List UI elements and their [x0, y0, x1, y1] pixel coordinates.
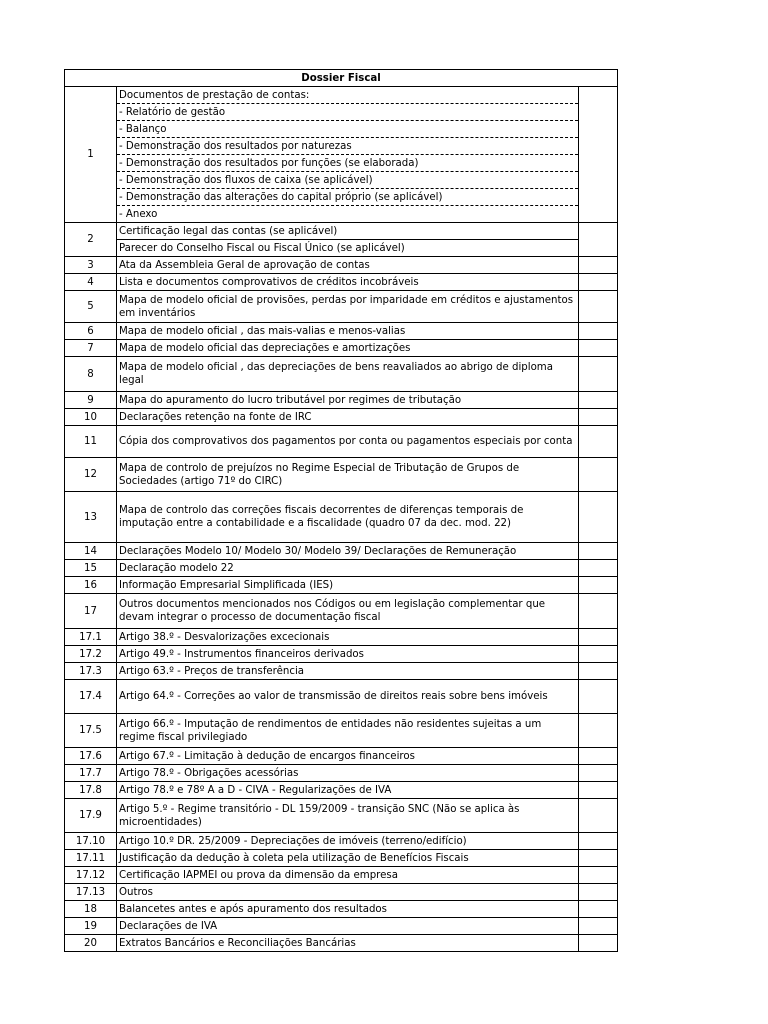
item-number: 17.6 [65, 748, 117, 765]
item-number: 3 [65, 257, 117, 274]
check-cell[interactable] [579, 748, 618, 765]
table-row [65, 918, 618, 935]
item-description: - Relatório de gestão [117, 104, 579, 121]
item-number: 8 [65, 357, 117, 392]
check-cell[interactable] [579, 409, 618, 426]
table-row [65, 458, 618, 492]
check-cell[interactable] [579, 850, 618, 867]
item-description: Artigo 67.º - Limitação à dedução de encargos financeiros [117, 748, 579, 765]
table-row [65, 240, 618, 257]
item-description: Artigo 10.º DR. 25/2009 - Depreciações de imóveis (terreno/edifício) [117, 833, 579, 850]
item-description: Artigo 38.º - Desvalorizações excecionais [117, 629, 579, 646]
item-description: Certificação IAPMEI ou prova da dimensão da empresa [117, 867, 579, 884]
item-number: 5 [65, 291, 117, 323]
item-number: 13 [65, 492, 117, 543]
item-number: 18 [65, 901, 117, 918]
item-description: Documentos de prestação de contas: [117, 87, 579, 104]
table-row [65, 155, 618, 172]
item-description: Ata da Assembleia Geral de aprovação de contas [117, 257, 579, 274]
table-row [65, 714, 618, 748]
item-number: 17.8 [65, 782, 117, 799]
item-number: 17.7 [65, 765, 117, 782]
item-description: Artigo 66.º - Imputação de rendimentos de entidades não residentes sujeitas a um regime fiscal privilegiado [117, 714, 579, 748]
table-row [65, 104, 618, 121]
item-number: 17.11 [65, 850, 117, 867]
check-cell[interactable] [579, 357, 618, 392]
table-row [65, 340, 618, 357]
table-row [65, 765, 618, 782]
table-row [65, 884, 618, 901]
check-cell[interactable] [579, 323, 618, 340]
table-row [65, 206, 618, 223]
table-row [65, 850, 618, 867]
table-body [65, 87, 618, 952]
item-description: Informação Empresarial Simplificada (IES) [117, 577, 579, 594]
item-number: 11 [65, 426, 117, 458]
table-row [65, 663, 618, 680]
item-description: Artigo 78.º - Obrigações acessórias [117, 765, 579, 782]
item-number: 4 [65, 274, 117, 291]
item-number: 7 [65, 340, 117, 357]
item-description: Mapa de modelo oficial das depreciações e amortizações [117, 340, 579, 357]
item-description: Cópia dos comprovativos dos pagamentos por conta ou pagamentos especiais por conta [117, 426, 579, 458]
check-cell[interactable] [579, 492, 618, 543]
table-row [65, 782, 618, 799]
item-number: 17.3 [65, 663, 117, 680]
item-description: Balancetes antes e após apuramento dos resultados [117, 901, 579, 918]
check-cell[interactable] [579, 458, 618, 492]
table-row [65, 121, 618, 138]
item-description: Outros [117, 884, 579, 901]
item-number: 16 [65, 577, 117, 594]
table-row [65, 392, 618, 409]
check-cell[interactable] [579, 765, 618, 782]
check-cell[interactable] [579, 560, 618, 577]
item-number: 17 [65, 594, 117, 629]
item-description: Parecer do Conselho Fiscal ou Fiscal Único (se aplicável) [117, 240, 579, 257]
check-cell[interactable] [579, 680, 618, 714]
check-cell[interactable] [579, 426, 618, 458]
check-cell[interactable] [579, 291, 618, 323]
item-number: 12 [65, 458, 117, 492]
item-description: Artigo 78.º e 78º A a D - CIVA - Regularizações de IVA [117, 782, 579, 799]
table-row [65, 189, 618, 206]
check-cell[interactable] [579, 87, 618, 223]
item-number: 17.5 [65, 714, 117, 748]
check-cell[interactable] [579, 714, 618, 748]
item-number: 17.13 [65, 884, 117, 901]
check-cell[interactable] [579, 223, 618, 257]
table-row [65, 87, 618, 104]
table-row [65, 867, 618, 884]
item-description: Mapa do apuramento do lucro tributável por regimes de tributação [117, 392, 579, 409]
check-cell[interactable] [579, 257, 618, 274]
table-row [65, 646, 618, 663]
check-cell[interactable] [579, 594, 618, 629]
item-number: 9 [65, 392, 117, 409]
item-description: Artigo 64.º - Correções ao valor de transmissão de direitos reais sobre bens imóveis [117, 680, 579, 714]
table-row [65, 274, 618, 291]
item-number: 17.10 [65, 833, 117, 850]
table-row [65, 409, 618, 426]
item-number: 14 [65, 543, 117, 560]
item-description: - Demonstração das alterações do capital próprio (se aplicável) [117, 189, 579, 206]
table-row [65, 594, 618, 629]
item-number: 2 [65, 223, 117, 257]
item-number: 1 [65, 87, 117, 223]
check-cell[interactable] [579, 901, 618, 918]
check-cell[interactable] [579, 867, 618, 884]
item-description: - Anexo [117, 206, 579, 223]
item-description: Certificação legal das contas (se aplicável) [117, 223, 579, 240]
check-cell[interactable] [579, 577, 618, 594]
table-row [65, 291, 618, 323]
table-header-row [65, 70, 618, 87]
check-cell[interactable] [579, 884, 618, 901]
check-cell[interactable] [579, 340, 618, 357]
table-row [65, 748, 618, 765]
table-title: Dossier Fiscal [65, 70, 618, 87]
check-cell[interactable] [579, 935, 618, 952]
item-number: 17.9 [65, 799, 117, 833]
table-row [65, 323, 618, 340]
table-row [65, 223, 618, 240]
item-number: 17.2 [65, 646, 117, 663]
item-description: Mapa de controlo das correções fiscais decorrentes de diferenças temporais de imputação entre a contabilidade e a fiscalidade (quadro 07 da dec. mod. 22) [117, 492, 579, 543]
item-description: Lista e documentos comprovativos de créditos incobráveis [117, 274, 579, 291]
table-row [65, 257, 618, 274]
item-description: Declaração modelo 22 [117, 560, 579, 577]
item-number: 6 [65, 323, 117, 340]
table-row [65, 833, 618, 850]
item-description: Artigo 63.º - Preços de transferência [117, 663, 579, 680]
item-number: 15 [65, 560, 117, 577]
item-number: 17.4 [65, 680, 117, 714]
table-row [65, 935, 618, 952]
item-description: - Balanço [117, 121, 579, 138]
item-description: Justificação da dedução à coleta pela utilização de Benefícios Fiscais [117, 850, 579, 867]
item-description: Mapa de modelo oficial , das mais-valias e menos-valias [117, 323, 579, 340]
item-description: Declarações de IVA [117, 918, 579, 935]
table-row [65, 138, 618, 155]
table-row [65, 577, 618, 594]
table-row [65, 357, 618, 392]
check-cell[interactable] [579, 392, 618, 409]
item-number: 10 [65, 409, 117, 426]
item-description: Artigo 5.º - Regime transitório - DL 159/2009 - transição SNC (Não se aplica às microentidades) [117, 799, 579, 833]
item-number: 20 [65, 935, 117, 952]
table-row [65, 799, 618, 833]
item-number: 17.12 [65, 867, 117, 884]
check-cell[interactable] [579, 782, 618, 799]
item-description: Mapa de modelo oficial , das depreciações de bens reavaliados ao abrigo de diploma legal [117, 357, 579, 392]
table-row [65, 492, 618, 543]
check-cell[interactable] [579, 833, 618, 850]
table-row [65, 543, 618, 560]
table-row [65, 426, 618, 458]
item-description: Mapa de modelo oficial de provisões, perdas por imparidade em créditos e ajustamentos em inventários [117, 291, 579, 323]
check-cell[interactable] [579, 629, 618, 646]
dossier-fiscal-table [64, 69, 618, 952]
item-description: - Demonstração dos resultados por naturezas [117, 138, 579, 155]
item-description: Outros documentos mencionados nos Códigos ou em legislação complementar que devam integrar o processo de documentação fiscal [117, 594, 579, 629]
item-description: - Demonstração dos resultados por funções (se elaborada) [117, 155, 579, 172]
table-row [65, 629, 618, 646]
item-description: - Demonstração dos fluxos de caixa (se aplicável) [117, 172, 579, 189]
check-cell[interactable] [579, 646, 618, 663]
item-description: Declarações retenção na fonte de IRC [117, 409, 579, 426]
item-description: Mapa de controlo de prejuízos no Regime Especial de Tributação de Grupos de Sociedades (artigo 71º do CIRC) [117, 458, 579, 492]
item-description: Extratos Bancários e Reconciliações Bancárias [117, 935, 579, 952]
check-cell[interactable] [579, 274, 618, 291]
table-row [65, 560, 618, 577]
table-row [65, 901, 618, 918]
table-row [65, 172, 618, 189]
check-cell[interactable] [579, 543, 618, 560]
check-cell[interactable] [579, 918, 618, 935]
check-cell[interactable] [579, 663, 618, 680]
item-number: 19 [65, 918, 117, 935]
table-row [65, 680, 618, 714]
item-number: 17.1 [65, 629, 117, 646]
item-description: Artigo 49.º - Instrumentos financeiros derivados [117, 646, 579, 663]
item-description: Declarações Modelo 10/ Modelo 30/ Modelo 39/ Declarações de Remuneração [117, 543, 579, 560]
check-cell[interactable] [579, 799, 618, 833]
